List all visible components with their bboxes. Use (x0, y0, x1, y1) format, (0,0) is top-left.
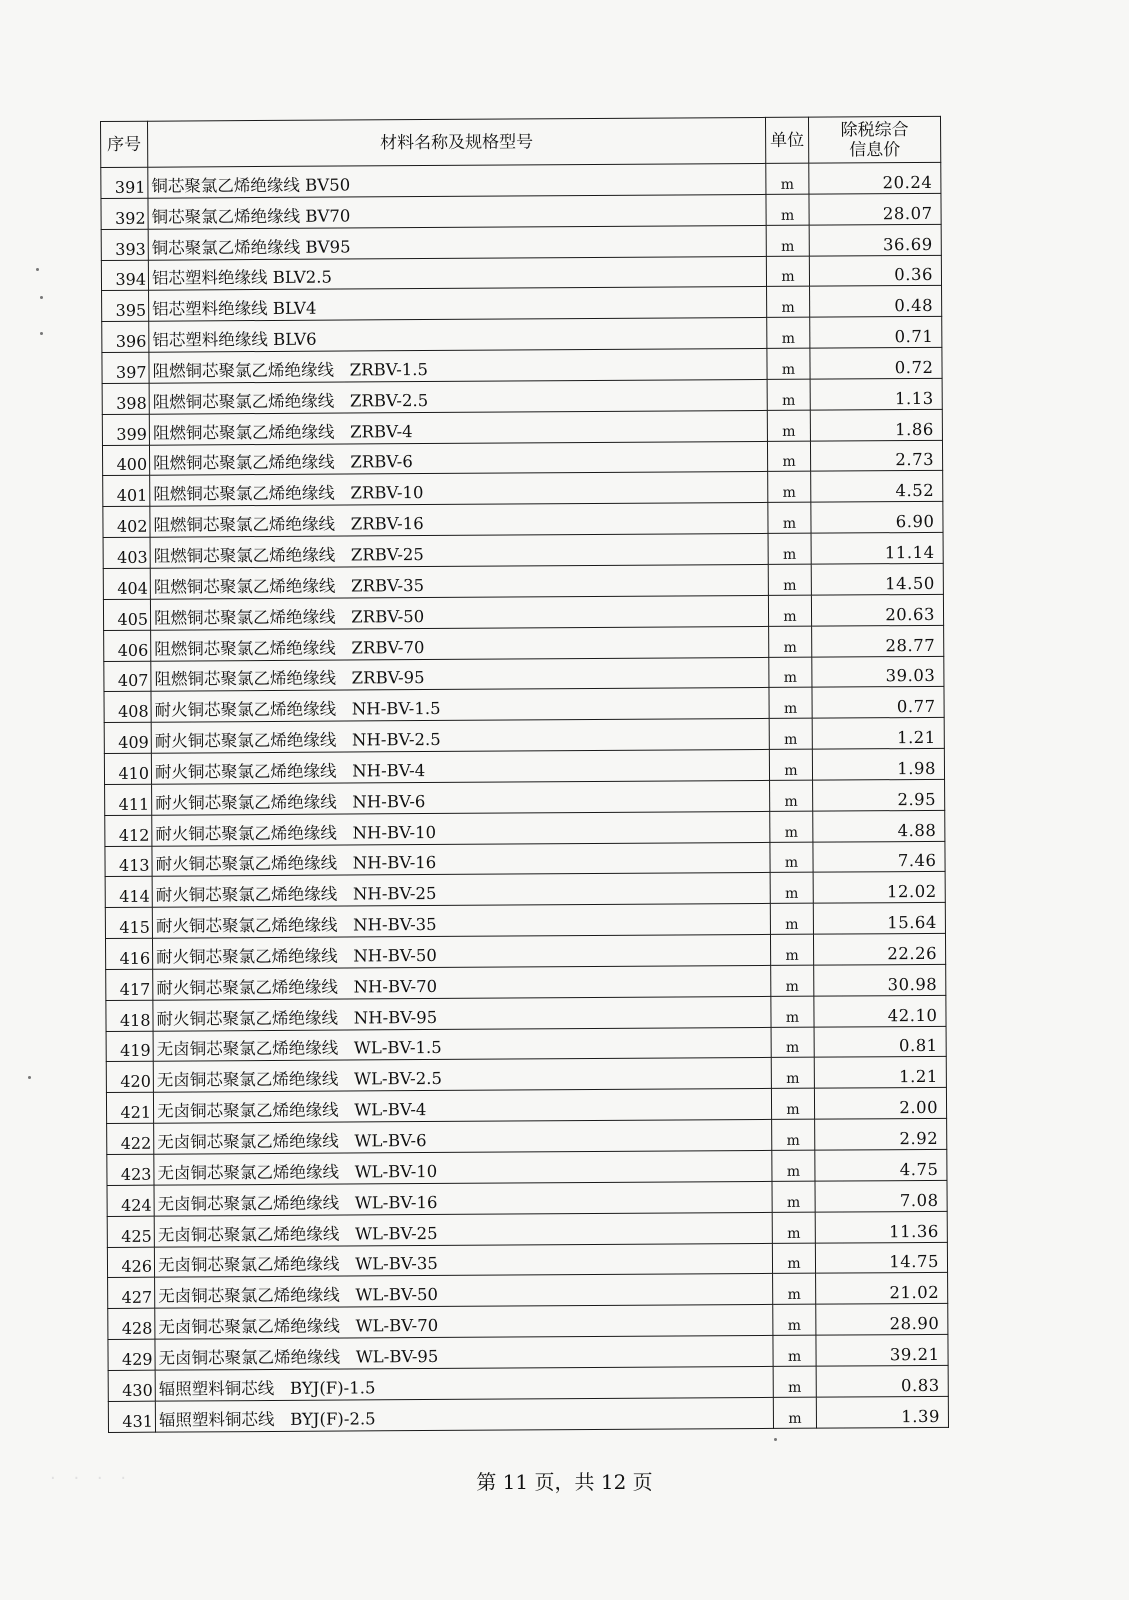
row-no: 402 (103, 506, 150, 537)
row-no: 422 (107, 1123, 154, 1154)
row-name: 阻燃铜芯聚氯乙烯绝缘线 ZRBV-16 (150, 503, 768, 538)
row-price: 39.21 (816, 1334, 948, 1366)
table-row (101, 193, 941, 229)
row-price: 12.02 (813, 872, 945, 904)
row-no: 398 (102, 383, 149, 414)
row-unit: m (771, 965, 814, 996)
row-no: 426 (107, 1247, 154, 1278)
row-name: 耐火铜芯聚氯乙烯绝缘线 NH-BV-25 (152, 873, 770, 908)
row-no: 392 (101, 198, 148, 229)
row-price: 7.08 (815, 1180, 947, 1212)
scan-speck (40, 296, 43, 299)
row-unit: m (769, 718, 812, 749)
row-no: 414 (105, 877, 152, 908)
table-row (108, 1334, 948, 1370)
table-row (103, 471, 943, 507)
row-no: 396 (102, 321, 149, 352)
row-price: 39.03 (812, 656, 944, 688)
table-row (106, 1057, 946, 1093)
row-price: 1.39 (816, 1396, 948, 1428)
row-no: 424 (107, 1185, 154, 1216)
row-name: 阻燃铜芯聚氯乙烯绝缘线 ZRBV-35 (150, 564, 768, 599)
row-price: 4.75 (815, 1149, 947, 1181)
header-no: 序号 (101, 121, 148, 167)
row-unit: m (769, 749, 812, 780)
row-name: 阻燃铜芯聚氯乙烯绝缘线 ZRBV-25 (150, 534, 768, 569)
row-name: 铝芯塑料绝缘线 BLV2.5 (148, 256, 766, 291)
row-no: 394 (101, 260, 148, 291)
table-row (106, 995, 946, 1031)
row-price: 28.77 (812, 625, 944, 657)
table-row (103, 532, 943, 568)
table-body (101, 162, 949, 1432)
price-table (100, 116, 949, 1433)
row-price: 0.36 (809, 255, 941, 287)
table-row (103, 563, 943, 599)
table-row (105, 841, 945, 877)
row-no: 403 (103, 537, 150, 568)
price-table-sheet (100, 116, 949, 1433)
row-no: 399 (102, 414, 149, 445)
row-name: 阻燃铜芯聚氯乙烯绝缘线 ZRBV-95 (151, 657, 769, 692)
row-unit: m (767, 379, 810, 410)
table-row (104, 718, 944, 754)
table-row (107, 1242, 947, 1278)
table-row (101, 224, 941, 260)
table-row (101, 162, 941, 198)
row-name: 铜芯聚氯乙烯绝缘线 BV95 (148, 225, 766, 260)
table-row (108, 1365, 948, 1401)
page-number: 第 11 页，共 12 页 (476, 1470, 653, 1494)
row-unit: m (773, 1274, 816, 1305)
row-price: 1.21 (814, 1057, 946, 1089)
row-name: 无卤铜芯聚氯乙烯绝缘线 WL-BV-4 (153, 1089, 771, 1124)
row-name: 无卤铜芯聚氯乙烯绝缘线 WL-BV-50 (155, 1274, 773, 1309)
row-price: 6.90 (811, 502, 943, 534)
row-price: 1.13 (810, 378, 942, 410)
row-unit: m (767, 410, 810, 441)
table-row (108, 1396, 948, 1432)
row-price: 1.21 (812, 718, 944, 750)
scan-speck (774, 1438, 777, 1441)
row-name: 耐火铜芯聚氯乙烯绝缘线 NH-BV-95 (153, 996, 771, 1031)
row-price: 0.83 (816, 1365, 948, 1397)
row-name: 铜芯聚氯乙烯绝缘线 BV50 (148, 163, 766, 198)
row-price: 36.69 (809, 224, 941, 256)
row-price: 2.73 (810, 440, 942, 472)
row-name: 耐火铜芯聚氯乙烯绝缘线 NH-BV-1.5 (151, 688, 769, 723)
row-price: 14.50 (811, 563, 943, 595)
row-no: 411 (105, 784, 152, 815)
row-no: 416 (105, 938, 152, 969)
row-price: 21.02 (816, 1273, 948, 1305)
table-row (102, 347, 942, 383)
row-price: 20.24 (809, 162, 941, 194)
row-price: 0.81 (814, 1026, 946, 1058)
row-price: 1.86 (810, 409, 942, 441)
table-row (106, 1026, 946, 1062)
row-price: 0.48 (810, 286, 942, 318)
row-name: 无卤铜芯聚氯乙烯绝缘线 WL-BV-35 (154, 1243, 772, 1278)
table-header-row (101, 116, 941, 167)
row-price: 0.71 (810, 317, 942, 349)
table-row (103, 594, 943, 630)
row-unit: m (770, 873, 813, 904)
row-unit: m (770, 934, 813, 965)
row-no: 418 (106, 1000, 153, 1031)
scan-speck (28, 1076, 31, 1079)
table-row (104, 687, 944, 723)
row-unit: m (772, 1212, 815, 1243)
row-unit: m (769, 626, 812, 657)
row-name: 无卤铜芯聚氯乙烯绝缘线 WL-BV-1.5 (153, 1027, 771, 1062)
table-row (106, 964, 946, 1000)
row-price: 11.14 (811, 532, 943, 564)
row-name: 阻燃铜芯聚氯乙烯绝缘线 ZRBV-70 (151, 626, 769, 661)
row-unit: m (772, 1181, 815, 1212)
row-unit: m (773, 1366, 816, 1397)
row-no: 412 (105, 815, 152, 846)
row-no: 425 (107, 1216, 154, 1247)
row-unit: m (773, 1335, 816, 1366)
row-name: 耐火铜芯聚氯乙烯绝缘线 NH-BV-50 (152, 935, 770, 970)
row-name: 铝芯塑料绝缘线 BLV4 (149, 287, 767, 322)
row-price: 11.36 (815, 1211, 947, 1243)
row-no: 410 (104, 753, 151, 784)
row-no: 420 (106, 1062, 153, 1093)
row-unit: m (770, 811, 813, 842)
row-unit: m (772, 1243, 815, 1274)
row-unit: m (771, 1058, 814, 1089)
header-price (808, 116, 940, 163)
row-name: 阻燃铜芯聚氯乙烯绝缘线 ZRBV-2.5 (149, 379, 767, 414)
row-no: 430 (108, 1370, 155, 1401)
row-name: 无卤铜芯聚氯乙烯绝缘线 WL-BV-10 (154, 1150, 772, 1185)
row-no: 393 (101, 229, 148, 260)
row-price: 2.92 (815, 1119, 947, 1151)
table-row (108, 1304, 948, 1340)
row-no: 397 (102, 352, 149, 383)
row-no: 409 (104, 722, 151, 753)
row-unit: m (768, 472, 811, 503)
row-no: 421 (106, 1093, 153, 1124)
row-unit: m (768, 595, 811, 626)
row-price: 2.00 (814, 1088, 946, 1120)
header-name: 材料名称及规格型号 (148, 117, 766, 167)
table-row (103, 502, 943, 538)
row-name: 阻燃铜芯聚氯乙烯绝缘线 ZRBV-4 (149, 410, 767, 445)
table-row (104, 748, 944, 784)
row-price: 2.95 (813, 779, 945, 811)
row-no: 407 (104, 661, 151, 692)
row-no: 429 (108, 1339, 155, 1370)
row-name: 辐照塑料铜芯线 BYJ(F)-2.5 (155, 1397, 773, 1432)
row-name: 耐火铜芯聚氯乙烯绝缘线 NH-BV-10 (152, 811, 770, 846)
row-unit: m (769, 688, 812, 719)
row-name: 无卤铜芯聚氯乙烯绝缘线 WL-BV-6 (154, 1120, 772, 1155)
row-no: 427 (108, 1278, 155, 1309)
row-unit: m (771, 1027, 814, 1058)
table-row (102, 409, 942, 445)
row-name: 无卤铜芯聚氯乙烯绝缘线 WL-BV-25 (154, 1212, 772, 1247)
row-unit: m (767, 287, 810, 318)
scan-speck (40, 332, 43, 335)
row-no: 406 (104, 630, 151, 661)
row-price: 28.90 (816, 1304, 948, 1336)
row-no: 417 (106, 969, 153, 1000)
row-unit: m (770, 903, 813, 934)
row-no: 415 (105, 907, 152, 938)
table-row (105, 872, 945, 908)
row-price: 28.07 (809, 193, 941, 225)
row-price: 22.26 (813, 933, 945, 965)
row-price: 4.88 (813, 810, 945, 842)
row-unit: m (768, 564, 811, 595)
row-name: 无卤铜芯聚氯乙烯绝缘线 WL-BV-70 (155, 1305, 773, 1340)
row-name: 阻燃铜芯聚氯乙烯绝缘线 ZRBV-6 (149, 441, 767, 476)
row-unit: m (773, 1397, 816, 1428)
row-name: 无卤铜芯聚氯乙烯绝缘线 WL-BV-16 (154, 1181, 772, 1216)
row-name: 耐火铜芯聚氯乙烯绝缘线 NH-BV-2.5 (151, 719, 769, 754)
table-row (107, 1180, 947, 1216)
row-name: 阻燃铜芯聚氯乙烯绝缘线 ZRBV-50 (150, 595, 768, 630)
row-no: 391 (101, 167, 148, 198)
table-row (107, 1119, 947, 1155)
row-unit: m (766, 194, 809, 225)
row-unit: m (768, 533, 811, 564)
row-unit: m (766, 225, 809, 256)
row-price: 4.52 (811, 471, 943, 503)
row-name: 耐火铜芯聚氯乙烯绝缘线 NH-BV-4 (151, 749, 769, 784)
row-name: 耐火铜芯聚氯乙烯绝缘线 NH-BV-16 (152, 842, 770, 877)
row-unit: m (773, 1304, 816, 1335)
row-unit: m (770, 780, 813, 811)
row-price: 7.46 (813, 841, 945, 873)
row-price: 15.64 (813, 903, 945, 935)
table-row (105, 933, 945, 969)
row-name: 铝芯塑料绝缘线 BLV6 (149, 318, 767, 353)
row-no: 395 (102, 291, 149, 322)
row-no: 404 (103, 568, 150, 599)
row-name: 辐照塑料铜芯线 BYJ(F)-1.5 (155, 1366, 773, 1401)
row-no: 428 (108, 1308, 155, 1339)
row-price: 42.10 (814, 995, 946, 1027)
row-name: 耐火铜芯聚氯乙烯绝缘线 NH-BV-35 (152, 904, 770, 939)
row-no: 423 (107, 1154, 154, 1185)
row-price: 0.72 (810, 347, 942, 379)
row-unit: m (771, 996, 814, 1027)
row-name: 耐火铜芯聚氯乙烯绝缘线 NH-BV-6 (152, 780, 770, 815)
row-unit: m (769, 657, 812, 688)
row-name: 阻燃铜芯聚氯乙烯绝缘线 ZRBV-10 (150, 472, 768, 507)
bleed-through-text-left: · · · · (50, 1468, 133, 1489)
table-row (107, 1211, 947, 1247)
header-unit: 单位 (765, 117, 808, 163)
row-unit: m (767, 441, 810, 472)
table-row (105, 779, 945, 815)
row-unit: m (772, 1119, 815, 1150)
row-price: 1.98 (812, 748, 944, 780)
row-unit: m (772, 1150, 815, 1181)
row-no: 419 (106, 1031, 153, 1062)
row-unit: m (770, 842, 813, 873)
row-price: 20.63 (811, 594, 943, 626)
table-row (104, 625, 944, 661)
row-name: 耐火铜芯聚氯乙烯绝缘线 NH-BV-70 (153, 965, 771, 1000)
row-no: 431 (108, 1401, 155, 1432)
table-row (102, 286, 942, 322)
row-price: 30.98 (814, 964, 946, 996)
row-unit: m (768, 502, 811, 533)
table-row (102, 378, 942, 414)
row-name: 阻燃铜芯聚氯乙烯绝缘线 ZRBV-1.5 (149, 348, 767, 383)
row-unit: m (767, 317, 810, 348)
row-name: 铜芯聚氯乙烯绝缘线 BV70 (148, 194, 766, 229)
table-row (102, 440, 942, 476)
row-no: 401 (103, 476, 150, 507)
row-unit: m (766, 256, 809, 287)
table-row (105, 810, 945, 846)
header-price-line1: 除税综合 (840, 119, 909, 140)
row-no: 408 (104, 692, 151, 723)
row-unit: m (766, 163, 809, 194)
table-row (107, 1149, 947, 1185)
table-row (104, 656, 944, 692)
row-price: 14.75 (815, 1242, 947, 1274)
table-row (101, 255, 941, 291)
row-unit: m (767, 348, 810, 379)
table-row (102, 317, 942, 353)
row-name: 无卤铜芯聚氯乙烯绝缘线 WL-BV-95 (155, 1335, 773, 1370)
scan-speck (36, 268, 39, 271)
table-row (105, 903, 945, 939)
row-no: 400 (102, 445, 149, 476)
row-no: 413 (105, 846, 152, 877)
table-row (106, 1088, 946, 1124)
row-no: 405 (103, 599, 150, 630)
row-unit: m (771, 1088, 814, 1119)
header-price-line2: 信息价 (849, 139, 901, 160)
row-price: 0.77 (812, 687, 944, 719)
row-name: 无卤铜芯聚氯乙烯绝缘线 WL-BV-2.5 (153, 1058, 771, 1093)
table-row (108, 1273, 948, 1309)
